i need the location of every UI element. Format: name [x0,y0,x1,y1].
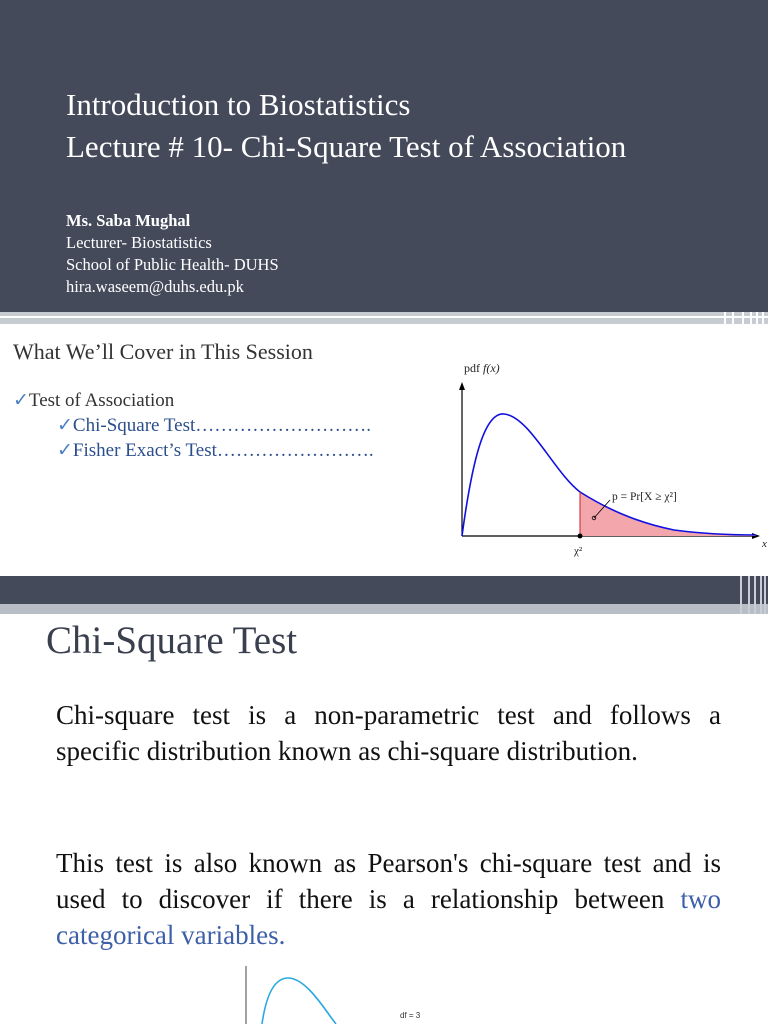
agenda-slide [0,324,768,576]
agenda-item-main [13,388,374,413]
checkmark-icon: ✓ [57,440,73,461]
author-email: hira.waseem@duhs.edu.pk [66,277,244,296]
checkmark-icon: ✓ [57,415,73,436]
author-name: Ms. Saba Mughal [66,211,191,230]
p-value-annotation: p = Pr[X ≥ χ²] [612,491,677,503]
checkmark-icon: ✓ [13,390,29,411]
author-school: School of Public Health- DUHS [66,255,279,274]
title-line-2: Lecture # 10- Chi-Square Test of Association [66,129,627,164]
slide-header-band [0,576,768,614]
definition-paragraph: Chi-square test is a non-parametric test and follows a specific distribution known as chi-square distribution. [56,700,721,766]
agenda-subitem-chi-square [13,413,374,438]
agenda-list [13,388,374,463]
pearson-paragraph: This test is also known as Pearson's chi-square test and is used to discover if there is a relationship between two categorical variables. [56,848,721,950]
agenda-subitem-label: Fisher Exact’s Test……………………. [72,440,374,461]
pdf-label: pdf f(x) [464,361,500,375]
lecture-title [66,84,626,168]
slide-divider [0,312,768,324]
author-role: Lecturer- Biostatistics [66,233,212,252]
critical-value-point [578,534,583,539]
highlighted-term: two categorical variables. [56,884,721,950]
agenda-title: What We’ll Cover in This Session [13,339,313,364]
x-axis-label: x [762,538,767,550]
agenda-subitem-fisher [13,438,374,463]
slide-title: Chi-Square Test [46,619,298,662]
agenda-item-label: Test of Association [28,390,175,411]
title-slide [0,0,768,312]
thumbnail-curve [262,978,336,1024]
author-block [66,210,279,298]
y-axis-arrow-icon [459,382,465,390]
title-line-1: Introduction to Biostatistics [66,87,411,122]
chi-square-pdf-figure [444,342,768,576]
critical-value-label: χ² [574,545,583,557]
agenda-subitem-label: Chi-Square Test………………………. [72,415,372,436]
distribution-thumbnail [240,966,440,1024]
df-label: df = 3 [400,1011,421,1020]
